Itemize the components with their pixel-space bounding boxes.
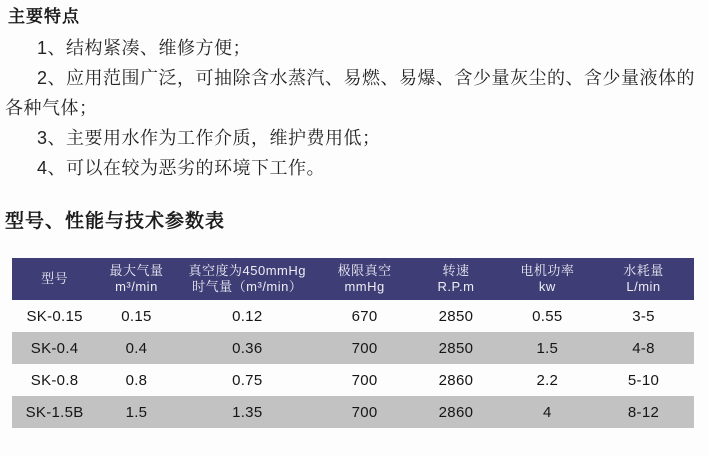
table-cell: 8-12 xyxy=(593,396,694,428)
feature-item-3: 3、主要用水作为工作介质，维护费用低； xyxy=(37,128,381,148)
table-cell: 700 xyxy=(319,332,410,364)
table-row-sk-04 xyxy=(12,332,694,364)
table-cell: SK-1.5B xyxy=(12,396,97,428)
specs-table-header xyxy=(12,258,694,300)
specs-table-body xyxy=(12,300,694,428)
table-cell: 2860 xyxy=(410,364,501,396)
table-cell: 2850 xyxy=(410,332,501,364)
table-cell: SK-0.4 xyxy=(12,332,97,364)
table-cell: 700 xyxy=(319,364,410,396)
catalog-page xyxy=(0,7,709,456)
header-line-1: 最大气量 xyxy=(109,263,164,278)
table-cell: SK-0.15 xyxy=(12,300,97,332)
table-cell: 3-5 xyxy=(593,300,694,332)
table-cell: 670 xyxy=(319,300,410,332)
table-cell: 2.2 xyxy=(502,364,593,396)
table-cell: 0.55 xyxy=(502,300,593,332)
column-header-rotation-speed xyxy=(410,258,501,300)
header-line-2: kw xyxy=(538,279,556,294)
table-cell: 700 xyxy=(319,396,410,428)
header-line-2: m³/min xyxy=(115,279,158,294)
features-heading: 主要特点 xyxy=(8,7,80,26)
features-list xyxy=(0,33,709,183)
table-row-sk-015 xyxy=(12,300,694,332)
table-row-sk-15b xyxy=(12,396,694,428)
table-cell: 0.36 xyxy=(176,332,319,364)
column-header-ultimate-vacuum xyxy=(319,258,410,300)
header-line-1: 型号 xyxy=(41,271,69,286)
header-line-2: mmHg xyxy=(344,279,385,294)
table-cell: 1.35 xyxy=(176,396,319,428)
table-row-sk-08 xyxy=(12,364,694,396)
header-line-2: 时气量（m³/min） xyxy=(192,279,303,294)
table-cell: 1.5 xyxy=(97,396,175,428)
specs-table xyxy=(12,258,694,428)
column-header-model xyxy=(12,258,97,300)
table-cell: 4-8 xyxy=(593,332,694,364)
header-line-1: 转速 xyxy=(442,263,470,278)
table-cell: 0.75 xyxy=(176,364,319,396)
feature-item-2: 2、应用范围广泛，可抽除含水蒸汽、易燃、易爆、含少量灰尘的、含少量液体的各种气体； xyxy=(5,68,696,118)
column-header-flow-at-450mmhg xyxy=(176,258,319,300)
table-cell: 2860 xyxy=(410,396,501,428)
table-cell: 0.8 xyxy=(97,364,175,396)
feature-item-1: 1、结构紧凑、维修方便； xyxy=(37,38,252,58)
table-cell: 1.5 xyxy=(502,332,593,364)
column-header-max-air-flow xyxy=(97,258,175,300)
column-header-motor-power xyxy=(502,258,593,300)
feature-item-4: 4、可以在较为恶劣的环境下工作。 xyxy=(37,158,326,178)
table-cell: SK-0.8 xyxy=(12,364,97,396)
header-line-1: 真空度为450mmHg xyxy=(188,263,306,278)
table-cell: 0.4 xyxy=(97,332,175,364)
table-title: 型号、性能与技术参数表 xyxy=(5,211,226,232)
table-cell: 4 xyxy=(502,396,593,428)
header-line-1: 水耗量 xyxy=(623,263,664,278)
table-cell: 5-10 xyxy=(593,364,694,396)
header-line-1: 电机功率 xyxy=(520,263,575,278)
column-header-water-consumption xyxy=(593,258,694,300)
header-line-1: 极限真空 xyxy=(337,263,392,278)
table-cell: 0.12 xyxy=(176,300,319,332)
table-cell: 2850 xyxy=(410,300,501,332)
header-line-2: R.P.m xyxy=(437,279,475,294)
header-row xyxy=(12,258,694,300)
table-cell: 0.15 xyxy=(97,300,175,332)
header-line-2: L/min xyxy=(626,279,661,294)
